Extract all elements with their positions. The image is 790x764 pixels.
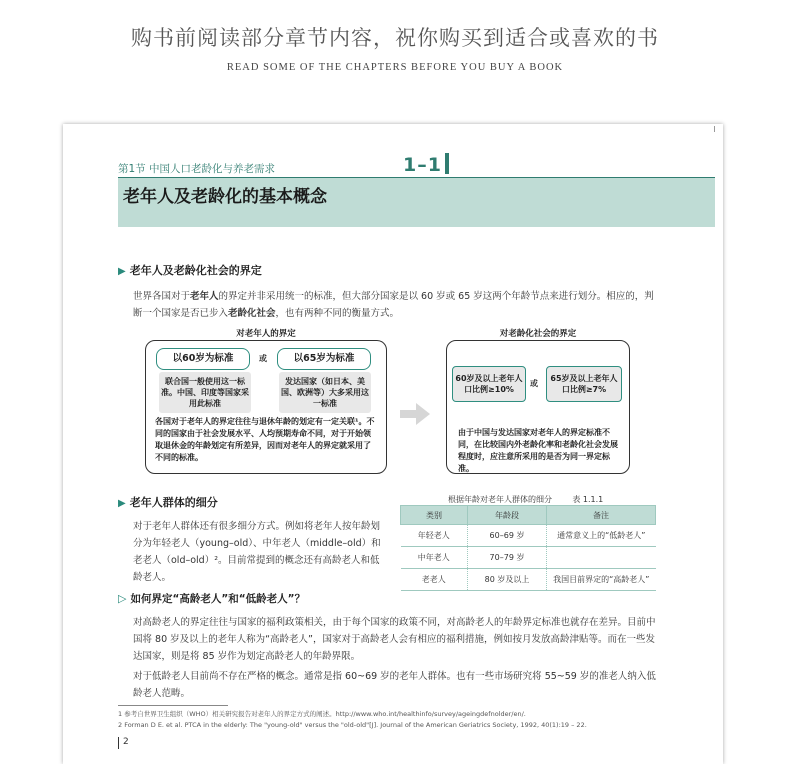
- table-cell: 60–69 岁: [468, 525, 547, 547]
- triangle-bullet-icon: ▶: [118, 498, 126, 509]
- banner-title-cn: 购书前阅读部分章节内容，祝你购买到适合或喜欢的书: [131, 26, 659, 50]
- table-row: [401, 547, 656, 569]
- table-header: 年龄段: [468, 506, 547, 525]
- footnote-1: 1 参考自世界卫生组织（WHO）相关研究报告对老年人的界定方式的阐述。http://www.who.int/healthinfo/survey/ageingdefnolder/en/.: [118, 710, 526, 718]
- table-row: [401, 569, 656, 591]
- left-diagram-caption: 对老年人的界定: [236, 329, 296, 339]
- right-diagram-caption: 对老龄化社会的界定: [499, 329, 577, 339]
- right-or-label: 或: [530, 379, 538, 388]
- book-page: [63, 124, 723, 764]
- subgroups-paragraph: 对于老年人群体还有很多细分方式。例如将老年人按年龄划分为年轻老人（young–old）、中年老人（middle–old）和老老人（old–old）²。目前常提到的概念还有高龄老人和低龄老人。: [133, 521, 381, 583]
- table-cell: 中年老人: [401, 547, 468, 569]
- table-row: [401, 525, 656, 547]
- definition-paragraph: 世界各国对于老年人的界定并非采用统一的标准，但大部分国家是以 60 岁或 65 岁这两个年龄节点来进行划分。相应的，判断一个国家是否已步入老龄化社会，也有两种不同的衡量方式。: [133, 291, 654, 319]
- page-number: 2: [123, 737, 129, 747]
- subgroup-table: [400, 505, 656, 591]
- table-cell: 年轻老人: [401, 525, 468, 547]
- table-header: 类别: [401, 506, 468, 525]
- page-corner-mark: [714, 126, 715, 132]
- banner-title-en: READ SOME OF THE CHAPTERS BEFORE YOU BUY A BOOK: [226, 62, 564, 73]
- left-desc-60: 联合国一般使用这一标准。中国、印度等国家采用此标准: [159, 372, 251, 413]
- right-ratio-65: 65岁及以上老年人口比例≥7%: [546, 366, 622, 402]
- left-or-label: 或: [259, 354, 267, 363]
- section-number-bar: [445, 153, 449, 174]
- table-cell: [547, 547, 656, 569]
- section-label: 第1节 中国人口老龄化与养老需求: [118, 163, 276, 175]
- heading-elderly-definition: ▷ 如何界定“高龄老人”和“低龄老人”？: [118, 592, 306, 605]
- table-cell: 老老人: [401, 569, 468, 591]
- heading-subgroups: ▶ 老年人群体的细分: [118, 496, 218, 509]
- elderly-paragraph-1: 对高龄老人的界定往往与国家的福利政策相关，由于每个国家的政策不同，对高龄老人的年龄界定标准也就存在差异。目前中国将 80 岁及以上的老年人称为“高龄老人”，国家对于高龄老人会有相应的福利措施，例如按月发放高龄津贴等。而在一些发达国家，则是将 85 岁作为划定高龄老人的年龄界限。: [133, 617, 656, 662]
- table-caption: 根据年龄对老年人群体的细分 表 1.1.1: [448, 495, 604, 504]
- section-number: 1–1: [403, 154, 442, 176]
- left-pill-60: 以60岁为标准: [156, 348, 250, 370]
- right-ratio-60: 60岁及以上老年人口比例≥10%: [452, 366, 526, 402]
- heading-definition: ▶ 老年人及老龄化社会的界定: [118, 264, 262, 277]
- table-cell: 70–79 岁: [468, 547, 547, 569]
- page-number-bar: [118, 737, 119, 749]
- right-diagram-note: 由于中国与发达国家对老年人的界定标准不同，在比较国内外老龄化率和老龄化社会发展程度时，应注意所采用的是否为同一界定标准。: [458, 428, 618, 473]
- outline-triangle-icon: ▷: [118, 592, 127, 605]
- left-desc-65: 发达国家（如日本、美国、欧洲等）大多采用这一标准: [279, 372, 371, 413]
- left-diagram-note: 各国对于老年人的界定往往与退休年龄的划定有一定关联¹。不同的国家由于社会发展水平、人均预期寿命不同，对于开始领取退休金的年龄划定有所差异，因而对老年人的界定就采用了不同的标准。: [155, 417, 375, 462]
- arrow-right-icon: [398, 401, 432, 427]
- table-cell: 我国目前界定的“高龄老人”: [547, 569, 656, 591]
- footnote-rule: [118, 705, 228, 706]
- table-header: 备注: [547, 506, 656, 525]
- triangle-bullet-icon: ▶: [118, 266, 126, 277]
- page-title: 老年人及老龄化的基本概念: [123, 187, 327, 207]
- table-cell: 通常意义上的“低龄老人”: [547, 525, 656, 547]
- table-cell: 80 岁及以上: [468, 569, 547, 591]
- elderly-paragraph-2: 对于低龄老人目前尚不存在严格的概念。通常是指 60~69 岁的老年人群体。也有一些市场研究将 55~59 岁的准老人纳入低龄老人范畴。: [133, 671, 656, 699]
- left-pill-65: 以65岁为标准: [277, 348, 371, 370]
- footnote-2: 2 Forman D E. et al. PTCA in the elderly: The "young-old" versus the "old-old"[J]. Journal of the American Geriatrics Society, 1992, 40(1):19 – 22.: [118, 721, 587, 729]
